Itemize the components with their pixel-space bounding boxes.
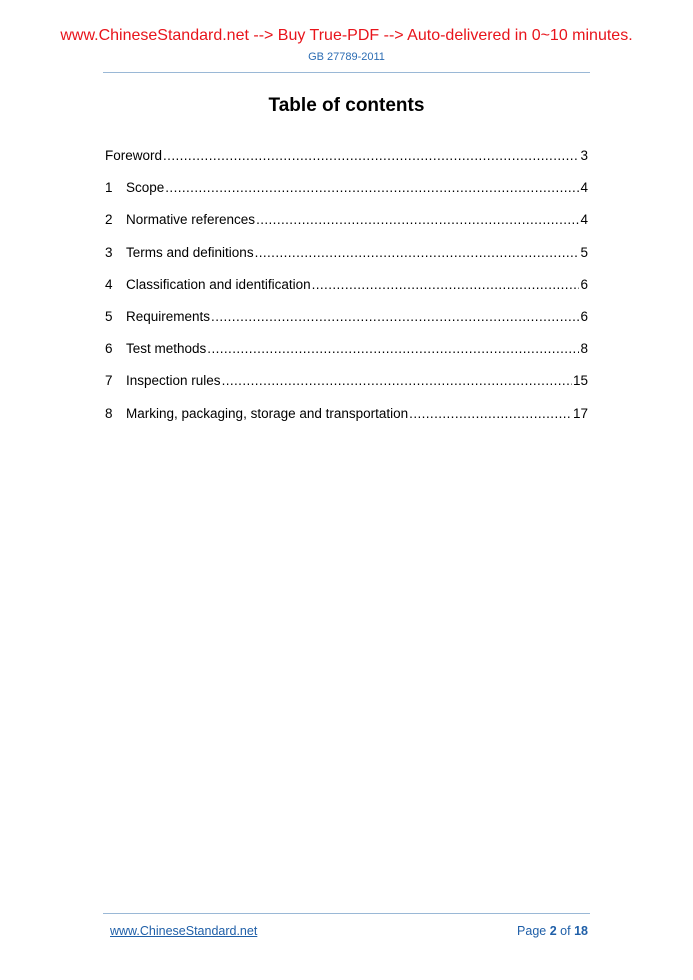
toc-dot-leader (256, 211, 579, 229)
toc-dot-leader (207, 340, 579, 358)
toc-entry-page: 17 (572, 405, 588, 421)
toc-entry-classification[interactable] (105, 276, 588, 308)
toc-entry-scope[interactable] (105, 179, 588, 211)
page-of: of (560, 924, 571, 938)
toc-entry-number: 8 (105, 405, 113, 421)
toc-entry-page: 8 (580, 341, 588, 357)
standard-code: GB 27789-2011 (308, 51, 385, 63)
toc-entry-marking-packaging[interactable] (105, 405, 588, 437)
table-of-contents (105, 147, 588, 437)
toc-entry-title: Terms and definitions (126, 244, 254, 260)
toc-dot-leader (409, 405, 572, 423)
footer-website-link[interactable]: www.ChineseStandard.net (110, 924, 258, 938)
toc-dot-leader (211, 308, 579, 326)
toc-entry-title: Classification and identification (126, 276, 311, 292)
toc-entry-requirements[interactable] (105, 308, 588, 340)
toc-entry-number: 4 (105, 276, 113, 292)
toc-entry-page: 4 (580, 180, 588, 196)
page-current: 2 (549, 924, 557, 938)
toc-entry-number: 2 (105, 212, 113, 228)
toc-title: Table of contents (268, 95, 425, 116)
toc-entry-page: 6 (580, 308, 588, 324)
toc-entry-test-methods[interactable] (105, 340, 588, 372)
toc-entry-title: Marking, packaging, storage and transportation (126, 405, 409, 421)
toc-entry-title: Scope (126, 180, 165, 196)
toc-entry-normative-references[interactable] (105, 211, 588, 243)
page-prefix: Page (517, 924, 547, 938)
toc-entry-number: 6 (105, 341, 113, 357)
toc-entry-inspection-rules[interactable] (105, 372, 588, 404)
toc-entry-title: Test methods (126, 341, 207, 357)
toc-entry-title: Inspection rules (126, 373, 221, 389)
toc-entry-page: 3 (580, 148, 588, 163)
toc-dot-leader (163, 147, 579, 165)
toc-entry-number: 7 (105, 373, 113, 389)
toc-dot-leader (222, 372, 572, 390)
header-divider (103, 72, 590, 73)
toc-entry-number: 1 (105, 180, 113, 196)
toc-dot-leader (165, 179, 579, 197)
top-banner-link[interactable]: www.ChineseStandard.net --> Buy True-PDF --> Auto-delivered in 0~10 minutes. (60, 27, 633, 44)
toc-entry-title: Normative references (126, 212, 256, 228)
toc-entry-title: Foreword (105, 148, 163, 163)
toc-entry-title: Requirements (126, 308, 211, 324)
page-total: 18 (574, 924, 588, 938)
toc-entry-number: 3 (105, 244, 113, 260)
page-indicator (517, 923, 588, 939)
toc-entry-page: 15 (572, 373, 588, 389)
toc-dot-leader (255, 244, 580, 262)
toc-dot-leader (312, 276, 580, 294)
toc-entry-page: 4 (580, 212, 588, 228)
toc-entry-number: 5 (105, 308, 113, 324)
toc-entry-terms-and-definitions[interactable] (105, 244, 588, 276)
toc-entry-foreword[interactable] (105, 147, 588, 179)
toc-entry-page: 6 (580, 276, 588, 292)
footer-divider (103, 913, 590, 914)
toc-entry-page: 5 (580, 244, 588, 260)
